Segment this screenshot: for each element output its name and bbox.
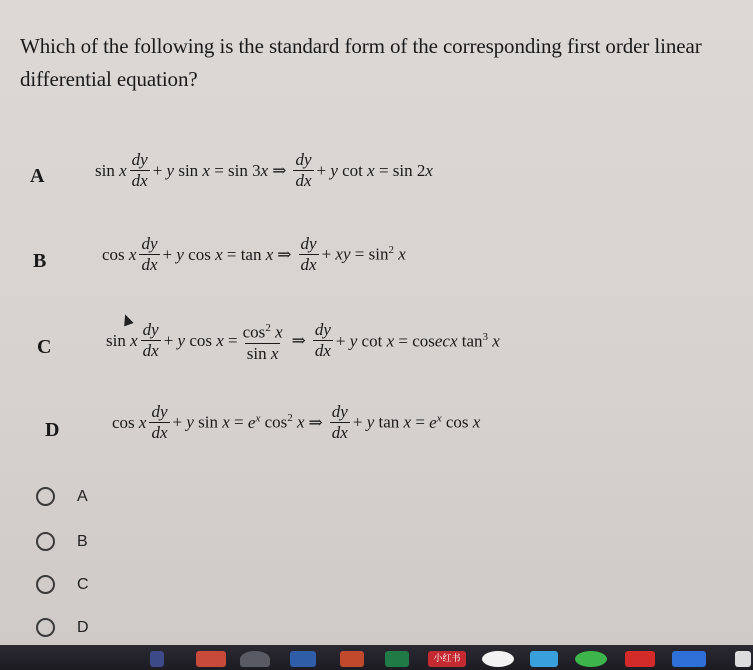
taskbar-app-icon[interactable] (240, 651, 270, 667)
equation-d: cos x $\frac{dy}{dx}$ + y $\sin x = e^x$ $\cos^2 x$ ⇒ $\frac{dy}{dx}$ + y $\tan x = e^x$ cos x (112, 402, 481, 442)
taskbar-app-icon[interactable] (196, 651, 226, 667)
answer-option-b[interactable] (36, 532, 88, 551)
option-letter-c: C (37, 336, 52, 358)
answer-label-a: A (77, 487, 88, 505)
whatsapp-icon[interactable] (575, 651, 607, 667)
question-text: Which of the following is the standard form of the corresponding first order linear differential equation? (20, 34, 702, 91)
radio-b[interactable] (36, 532, 55, 551)
answer-option-a[interactable] (36, 487, 88, 506)
radio-c[interactable] (36, 575, 55, 594)
taskbar-app-icon[interactable] (150, 651, 164, 667)
equation-c: sin x $\frac{dy}{dx}$ + y cos x = $\frac{\cos^2 x}{\text{sin x}}$ ⇒ $\frac{dy}{dx}$ + y cot x = cosecx $\tan^3 x$ (106, 320, 500, 363)
excel-icon[interactable] (385, 651, 409, 667)
taskbar (0, 645, 753, 670)
answer-label-d: D (77, 618, 89, 636)
xiaohongshu-app-icon[interactable]: 小红书 (428, 651, 466, 667)
powerpoint-icon[interactable] (340, 651, 364, 667)
browser-icon[interactable] (482, 651, 514, 667)
mail-icon[interactable] (672, 651, 706, 667)
option-letter-d: D (45, 419, 60, 441)
taskbar-app-icon[interactable] (735, 651, 751, 667)
telegram-icon[interactable] (530, 651, 558, 667)
option-letter-b: B (33, 250, 47, 272)
option-letter-a: A (30, 165, 45, 187)
radio-a[interactable] (36, 487, 55, 506)
answer-option-d[interactable] (36, 618, 89, 637)
answer-option-c[interactable] (36, 575, 89, 594)
word-icon[interactable] (290, 651, 316, 667)
equation-a: sin x $\frac{dy}{dx}$ + y sin x = sin 3x ⇒ $\frac{dy}{dx}$ + y cot x = sin 2x (95, 150, 433, 190)
answer-label-c: C (77, 575, 89, 593)
answer-label-b: B (77, 532, 88, 550)
equation-b: cos x $\frac{dy}{dx}$ + y cos x = tan x ⇒ $\frac{dy}{dx}$ + xy = $\sin^2 x$ (102, 234, 406, 274)
radio-d[interactable] (36, 618, 55, 637)
youtube-icon[interactable] (625, 651, 655, 667)
